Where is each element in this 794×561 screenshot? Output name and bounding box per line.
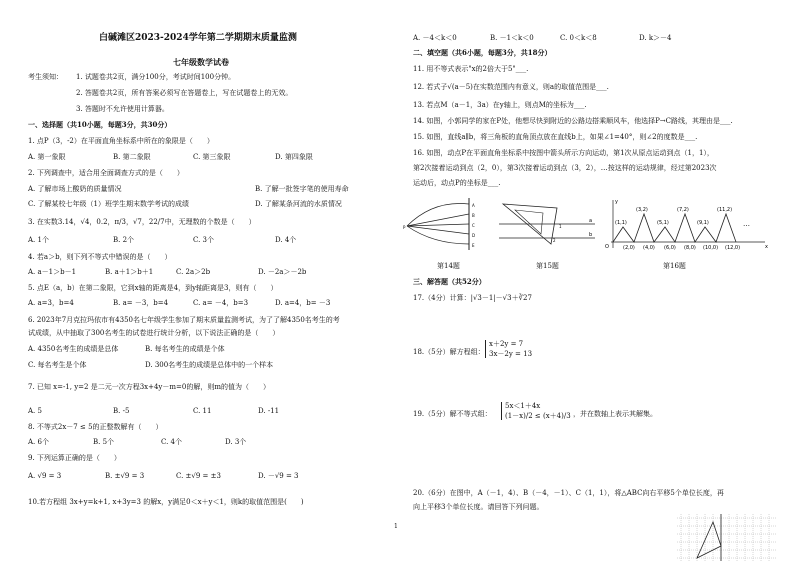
question-1-stem: 1. 点P（3，-2）在平面直角坐标系中所在的象限是（ ） (28, 137, 214, 145)
question-11: 11. 用不等式表示"x的2倍大于5"___. (413, 65, 529, 73)
q5-option-a: A. a=3，b=4 (28, 299, 74, 307)
q9-option-d: D. －√9 = 3 (258, 472, 299, 480)
fig16-bottom-labels (623, 245, 740, 251)
svg-text:P: P (403, 225, 406, 230)
q4-option-a: A. a－1＞b－1 (28, 268, 77, 276)
fig16-label-4-0: (4,0) (643, 245, 655, 251)
fig16-label-5-1: (5,1) (657, 220, 669, 226)
section-fill-heading: 二、填空题（共6小题，每题3分，共18分） (413, 48, 552, 57)
q6-option-a: A. 4350名考生的成绩是总体 (28, 345, 119, 353)
q2-option-a: A. 了解市场上酸奶的质量情况 (28, 185, 122, 193)
question-16-line1: 16. 如图，动点P在平面直角坐标系中按图中箭头所示方向运动，第1次从原点运动到点（1，1）， (413, 149, 714, 157)
system-18-eq2: 3x－2y = 13 (489, 350, 533, 358)
fig16-label-7-2: (7,2) (677, 207, 689, 213)
q1-option-a: A. 第一象限 (28, 153, 66, 161)
q8-option-d: D. 3个 (225, 438, 247, 446)
question-17: 17.（4分）计算：|√3－1|－√3＋∛27 (413, 294, 532, 302)
section-answer-heading: 三、解答题（共52分） (413, 277, 486, 286)
figure-15-caption: 第15题 (536, 262, 559, 270)
system-19 (501, 402, 571, 420)
q9-option-a: A. √9 = 3 (28, 472, 62, 480)
question-14: 14. 如图，小郭同学的家在P处，他想尽快到附近的公路边搭乘顺风车，他选择P→C路线，其理由是___. (413, 117, 733, 125)
notice-item-1: 1. 试题卷共2页，满分100分，考试时间100分钟。 (76, 73, 236, 81)
q3-option-d: D. 4个 (275, 236, 297, 244)
figure-16 (601, 196, 771, 252)
q2-option-b: B. 了解一批签字笔的使用寿命 (255, 185, 349, 193)
svg-text:a: a (589, 218, 593, 224)
question-7-stem: 7. 已知 x=-1, y=2 是二元一次方程3x+4y－m=0的解，则m的值为（ ） (28, 383, 270, 391)
q7-option-b: B. -5 (113, 407, 130, 415)
figure-14-caption: 第14题 (437, 262, 460, 270)
svg-text:E: E (472, 243, 475, 248)
question-8-stem: 8. 不等式2x－7 ≤ 5的正整数解有（ ） (28, 423, 163, 431)
q7-option-d: D. -11 (258, 407, 280, 415)
q6-option-b: B. 每名考生的成绩是个体 (145, 345, 225, 353)
q9-option-c: C. ±√9 = ±3 (176, 472, 221, 480)
fig16-label-2-0: (2,0) (623, 245, 635, 251)
q7-option-a: A. 5 (28, 407, 42, 415)
fig16-label-6-0: (6,0) (664, 245, 676, 251)
svg-text:1: 1 (559, 224, 562, 229)
q5-option-c: C. a= －4，b=3 (193, 299, 249, 307)
notice-item-3: 3. 答题时不允许使用计算器。 (76, 105, 169, 113)
q4-option-c: C. 2a＞2b (176, 268, 211, 276)
figure-16-caption: 第16题 (663, 262, 686, 270)
q8-option-a: A. 6个 (28, 438, 49, 446)
q7-option-c: C. 11 (193, 407, 212, 415)
fig16-label-12-0: (12,0) (725, 245, 741, 251)
q1-option-d: D. 第四象限 (275, 153, 313, 161)
fig16-x-axis-label: x (765, 244, 768, 250)
q2-option-d: D. 了解某条河流的水质情况 (255, 200, 342, 208)
svg-text:D: D (472, 233, 476, 238)
q6-option-c: C. 每名考生是个体 (28, 361, 87, 369)
q3-option-a: A. 1个 (28, 236, 49, 244)
q10-option-d: D. k＞－4 (639, 34, 672, 42)
question-9-stem: 9. 下列运算正确的是（ ） (28, 454, 121, 462)
q9-option-b: B. ±√9 = 3 (105, 472, 145, 480)
q10-option-b: B. －1＜k＜0 (490, 34, 534, 42)
fig16-y-axis-label: y (615, 199, 618, 205)
svg-text:b: b (589, 232, 593, 238)
exam-subtitle: 七年级数学试卷 (173, 57, 229, 67)
figure-14 (403, 196, 485, 252)
q2-option-c: C. 了解某校七年级（1）班学生期末数学考试的成绩 (28, 200, 190, 208)
q8-option-b: B. 5个 (93, 438, 115, 446)
q1-option-b: B. 第二象限 (113, 153, 151, 161)
fig16-label-8-0: (8,0) (684, 245, 696, 251)
q20-grid (677, 514, 777, 561)
q10-option-a: A. －4＜k＜0 (413, 34, 457, 42)
q5-option-d: D. a=4，b= －3 (275, 299, 331, 307)
figure-15 (497, 198, 597, 250)
svg-text:B: B (472, 213, 475, 218)
section-choice-heading: 一、选择题（共10小题，每题3分，共30分） (28, 120, 172, 129)
question-6-stem-line2: 试成绩，从中抽取了300名考生的试卷进行统计分析，以下说法正确的是（ ） (28, 329, 280, 337)
question-6-stem: 6. 2023年7月克拉玛依市有4350名七年级学生参加了期末质量监测考试，为了了解4350名考生的考 (28, 316, 340, 324)
right-column (397, 0, 794, 561)
q3-option-c: C. 3个 (193, 236, 215, 244)
fig16-top-labels (615, 207, 732, 226)
q8-option-c: C. 4个 (161, 438, 183, 446)
fig16-label-11-2: (11,2) (717, 207, 733, 213)
system-18 (485, 340, 532, 358)
question-10-stem: 10.若方程组 3x+y=k+1, x+3y=3 的解x，y满足0＜x＋y＜1，则k的取值范围是( ) (28, 498, 304, 506)
notice-item-2: 2. 答题卷共2页，所有答案必须写在答题卷上，写在试题卷上的无效。 (76, 89, 293, 97)
question-20-line1: 20.（6分）在图中，A（－1，4）、B（－4，－1）、C（1，1），将△ABC向右平移5个单位长度，再 (413, 489, 724, 497)
q4-option-b: B. a＋1＞b＋1 (105, 268, 154, 276)
question-4-stem: 4. 若a＞b，则下列不等式中错误的是（ ） (28, 253, 172, 261)
question-16-line3: 运动后，动点P的坐标是___. (413, 179, 501, 187)
fig16-ellipsis: … (743, 220, 750, 228)
q4-option-d: D. －2a＞－2b (258, 268, 307, 276)
question-3-stem: 3. 在实数3.14，√4，0.2，π/3，√7，22/7中，无理数的个数是（ ） (28, 218, 256, 226)
question-18: 18.（5分）解方程组： (413, 348, 485, 356)
question-16-line2: 第2次接着运动到点（2，0），第3次接着运动到点（3，2），…按这样的运动规律，经过第2023次 (413, 164, 717, 172)
q1-option-c: C. 第三象限 (193, 153, 231, 161)
exam-title: 白碱滩区2023-2024学年第二学期期末质量监测 (99, 33, 297, 43)
question-20-line2: 向上平移3个单位长度。请回答下列问题。 (413, 503, 544, 511)
q10-option-c: C. 0＜k＜8 (560, 34, 597, 42)
question-5-stem: 5. 点E（a，b）在第二象限，它到x轴的距离是4，到y轴距离是3，则有（ ） (28, 284, 278, 292)
fig16-label-1-1: (1,1) (615, 220, 627, 226)
system-18-eq1: x＋2y = 7 (489, 340, 524, 348)
q5-option-b: B. a= －3，b=4 (113, 299, 169, 307)
page-number: 1 (394, 523, 398, 530)
svg-text:A: A (472, 203, 475, 208)
system-19-eq2: (1－x)/2 ≤ (x＋4)/3 (505, 412, 571, 420)
question-12: 12. 若式子√(a－5)在实数范围内有意义，则a的取值范围是___. (413, 83, 609, 91)
fig16-label-3-2: (3,2) (636, 207, 648, 213)
q6-option-d: D. 300名考生的成绩是总体中的一个样本 (145, 361, 274, 369)
question-15: 15. 如图，直线a∥b，将三角板的直角顶点放在直线b上，如果∠1=40°，则∠2的度数是___. (413, 133, 698, 141)
fig16-label-9-1: (9,1) (697, 220, 709, 226)
system-19-eq1: 5x＜1＋4x (505, 402, 541, 410)
question-2-stem: 2. 下列调查中，适合用全面调查方式的是（ ） (28, 169, 184, 177)
svg-text:2: 2 (553, 238, 556, 243)
notice-label: 考生须知： (28, 73, 63, 81)
svg-text:C: C (472, 223, 475, 228)
fig16-label-10-0: (10,0) (703, 245, 719, 251)
question-19-tail: ，并在数轴上表示其解集。 (573, 410, 657, 418)
q3-option-b: B. 2个 (113, 236, 135, 244)
question-13: 13. 若点M（a－1，3a）在y轴上，则点M的坐标为___. (413, 101, 587, 109)
fig16-origin: O (605, 244, 609, 250)
question-19: 19.（5分）解不等式组： (413, 410, 492, 418)
